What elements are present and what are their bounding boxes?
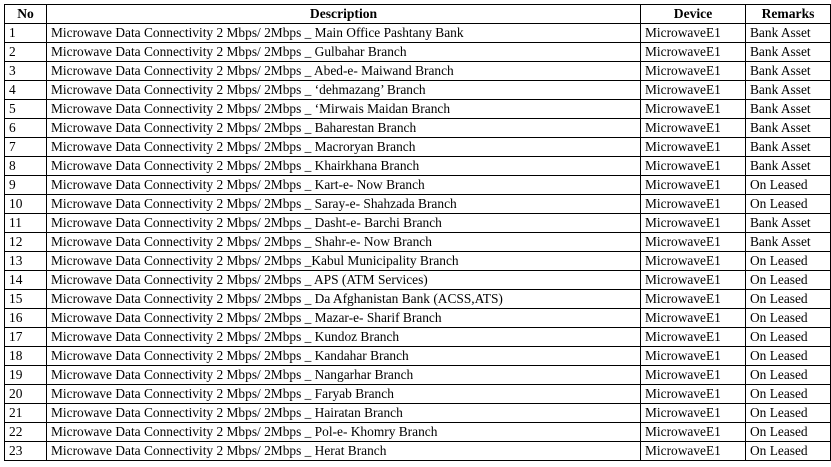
table-row: [5, 233, 831, 252]
cell-no: 4: [5, 81, 47, 100]
table-row: [5, 423, 831, 442]
cell-device: MicrowaveE1: [641, 195, 746, 214]
cell-no: 10: [5, 195, 47, 214]
cell-device: MicrowaveE1: [641, 214, 746, 233]
cell-no: 19: [5, 366, 47, 385]
table-row: [5, 138, 831, 157]
table-header-row: [5, 5, 831, 24]
cell-description: Microwave Data Connectivity 2 Mbps/ 2Mbps _ Hairatan Branch: [47, 404, 641, 423]
cell-remarks: On Leased: [746, 366, 831, 385]
table-row: [5, 366, 831, 385]
cell-no: 16: [5, 309, 47, 328]
cell-remarks: On Leased: [746, 328, 831, 347]
table-row: [5, 404, 831, 423]
cell-description: Microwave Data Connectivity 2 Mbps/ 2Mbps _ Pol-e- Khomry Branch: [47, 423, 641, 442]
cell-device: MicrowaveE1: [641, 290, 746, 309]
table-row: [5, 24, 831, 43]
cell-device: MicrowaveE1: [641, 138, 746, 157]
cell-description: Microwave Data Connectivity 2 Mbps/ 2Mbps _ Shahr-e- Now Branch: [47, 233, 641, 252]
cell-no: 5: [5, 100, 47, 119]
table-row: [5, 290, 831, 309]
connectivity-table: [4, 4, 831, 461]
cell-device: MicrowaveE1: [641, 233, 746, 252]
cell-no: 6: [5, 119, 47, 138]
cell-no: 22: [5, 423, 47, 442]
table-row: [5, 442, 831, 461]
cell-device: MicrowaveE1: [641, 176, 746, 195]
cell-remarks: Bank Asset: [746, 100, 831, 119]
cell-device: MicrowaveE1: [641, 157, 746, 176]
cell-device: MicrowaveE1: [641, 62, 746, 81]
table-row: [5, 328, 831, 347]
cell-description: Microwave Data Connectivity 2 Mbps/ 2Mbps _ Gulbahar Branch: [47, 43, 641, 62]
cell-description: Microwave Data Connectivity 2 Mbps/ 2Mbps _ Kundoz Branch: [47, 328, 641, 347]
table-row: [5, 43, 831, 62]
cell-description: Microwave Data Connectivity 2 Mbps/ 2Mbps _ APS (ATM Services): [47, 271, 641, 290]
cell-description: Microwave Data Connectivity 2 Mbps/ 2Mbps _ Main Office Pashtany Bank: [47, 24, 641, 43]
table-row: [5, 176, 831, 195]
cell-remarks: Bank Asset: [746, 24, 831, 43]
cell-no: 11: [5, 214, 47, 233]
header-no: No: [5, 5, 47, 24]
table-row: [5, 347, 831, 366]
cell-device: MicrowaveE1: [641, 404, 746, 423]
header-description: Description: [47, 5, 641, 24]
cell-no: 17: [5, 328, 47, 347]
cell-remarks: Bank Asset: [746, 233, 831, 252]
cell-remarks: On Leased: [746, 176, 831, 195]
cell-remarks: Bank Asset: [746, 138, 831, 157]
cell-no: 2: [5, 43, 47, 62]
cell-description: Microwave Data Connectivity 2 Mbps/ 2Mbps _ Nangarhar Branch: [47, 366, 641, 385]
cell-remarks: On Leased: [746, 423, 831, 442]
cell-remarks: On Leased: [746, 385, 831, 404]
cell-description: Microwave Data Connectivity 2 Mbps/ 2Mbps _ Baharestan Branch: [47, 119, 641, 138]
cell-no: 23: [5, 442, 47, 461]
table-row: [5, 62, 831, 81]
cell-remarks: Bank Asset: [746, 81, 831, 100]
cell-description: Microwave Data Connectivity 2 Mbps/ 2Mbps _ Dasht-e- Barchi Branch: [47, 214, 641, 233]
table-row: [5, 309, 831, 328]
table-row: [5, 385, 831, 404]
cell-description: Microwave Data Connectivity 2 Mbps/ 2Mbps _ Da Afghanistan Bank (ACSS,ATS): [47, 290, 641, 309]
cell-description: Microwave Data Connectivity 2 Mbps/ 2Mbps _ Mazar-e- Sharif Branch: [47, 309, 641, 328]
cell-device: MicrowaveE1: [641, 271, 746, 290]
cell-description: Microwave Data Connectivity 2 Mbps/ 2Mbps _ Saray-e- Shahzada Branch: [47, 195, 641, 214]
cell-remarks: On Leased: [746, 271, 831, 290]
cell-description: Microwave Data Connectivity 2 Mbps/ 2Mbps _ Khairkhana Branch: [47, 157, 641, 176]
table-row: [5, 119, 831, 138]
cell-no: 7: [5, 138, 47, 157]
cell-no: 8: [5, 157, 47, 176]
cell-device: MicrowaveE1: [641, 252, 746, 271]
cell-device: MicrowaveE1: [641, 100, 746, 119]
cell-no: 21: [5, 404, 47, 423]
table-row: [5, 157, 831, 176]
cell-description: Microwave Data Connectivity 2 Mbps/ 2Mbps _ Faryab Branch: [47, 385, 641, 404]
cell-device: MicrowaveE1: [641, 347, 746, 366]
cell-description: Microwave Data Connectivity 2 Mbps/ 2Mbps _ Herat Branch: [47, 442, 641, 461]
cell-remarks: On Leased: [746, 404, 831, 423]
table-row: [5, 81, 831, 100]
header-remarks: Remarks: [746, 5, 831, 24]
cell-device: MicrowaveE1: [641, 43, 746, 62]
cell-device: MicrowaveE1: [641, 423, 746, 442]
cell-device: MicrowaveE1: [641, 309, 746, 328]
cell-device: MicrowaveE1: [641, 366, 746, 385]
cell-remarks: Bank Asset: [746, 157, 831, 176]
cell-remarks: Bank Asset: [746, 119, 831, 138]
cell-description: Microwave Data Connectivity 2 Mbps/ 2Mbps _ Abed-e- Maiwand Branch: [47, 62, 641, 81]
cell-remarks: On Leased: [746, 195, 831, 214]
header-device: Device: [641, 5, 746, 24]
cell-device: MicrowaveE1: [641, 385, 746, 404]
cell-description: Microwave Data Connectivity 2 Mbps/ 2Mbps _ Kart-e- Now Branch: [47, 176, 641, 195]
cell-no: 15: [5, 290, 47, 309]
cell-remarks: On Leased: [746, 252, 831, 271]
cell-remarks: On Leased: [746, 309, 831, 328]
cell-remarks: On Leased: [746, 442, 831, 461]
table-row: [5, 195, 831, 214]
cell-device: MicrowaveE1: [641, 81, 746, 100]
cell-no: 12: [5, 233, 47, 252]
cell-remarks: On Leased: [746, 347, 831, 366]
cell-no: 1: [5, 24, 47, 43]
cell-device: MicrowaveE1: [641, 24, 746, 43]
cell-no: 18: [5, 347, 47, 366]
cell-device: MicrowaveE1: [641, 442, 746, 461]
cell-description: Microwave Data Connectivity 2 Mbps/ 2Mbps _ Kandahar Branch: [47, 347, 641, 366]
cell-description: Microwave Data Connectivity 2 Mbps/ 2Mbps _Kabul Municipality Branch: [47, 252, 641, 271]
table-row: [5, 214, 831, 233]
cell-description: Microwave Data Connectivity 2 Mbps/ 2Mbps _ ‘Mirwais Maidan Branch: [47, 100, 641, 119]
table-body: [5, 24, 831, 461]
cell-device: MicrowaveE1: [641, 119, 746, 138]
table-row: [5, 271, 831, 290]
cell-description: Microwave Data Connectivity 2 Mbps/ 2Mbps _ Macroryan Branch: [47, 138, 641, 157]
table-row: [5, 100, 831, 119]
cell-device: MicrowaveE1: [641, 328, 746, 347]
cell-remarks: On Leased: [746, 290, 831, 309]
cell-remarks: Bank Asset: [746, 214, 831, 233]
cell-no: 9: [5, 176, 47, 195]
cell-no: 3: [5, 62, 47, 81]
cell-no: 20: [5, 385, 47, 404]
table-row: [5, 252, 831, 271]
cell-no: 14: [5, 271, 47, 290]
cell-remarks: Bank Asset: [746, 43, 831, 62]
cell-remarks: Bank Asset: [746, 62, 831, 81]
cell-no: 13: [5, 252, 47, 271]
cell-description: Microwave Data Connectivity 2 Mbps/ 2Mbps _ ‘dehmazang’ Branch: [47, 81, 641, 100]
